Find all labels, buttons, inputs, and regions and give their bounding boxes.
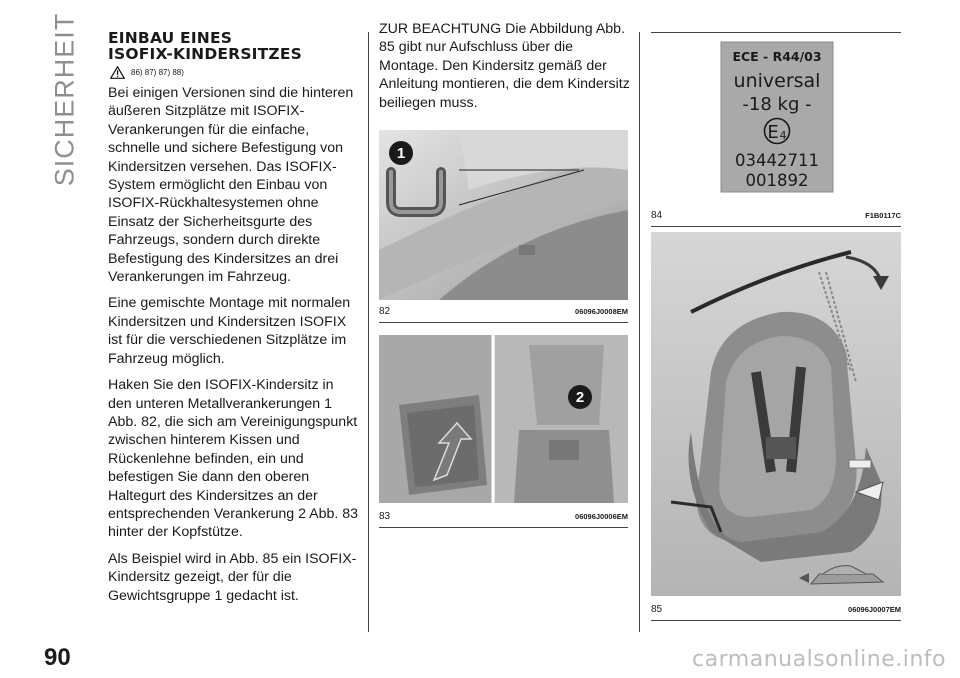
caption-rule: [379, 527, 628, 528]
car-silhouette-icon: [811, 574, 883, 584]
figure-82-isofix-anchor: [379, 130, 628, 300]
heading-line-2: ISOFIX-KINDERSITZES: [108, 45, 303, 63]
heading-line-1: EINBAU EINES: [108, 29, 233, 47]
column-divider: [639, 32, 640, 632]
body-text: [108, 84, 360, 605]
label-weight: -18 kg -: [742, 94, 812, 115]
label-serial: 001892: [745, 171, 809, 190]
figure-84-approval-label: [651, 40, 901, 204]
callout-1: 1: [396, 145, 406, 162]
figure-number: 82: [379, 306, 391, 317]
figure-code: 06096J0007EM: [848, 605, 901, 614]
side-tab-label: SICHERHEIT: [49, 12, 80, 186]
figure-84-caption: [651, 210, 901, 221]
figure-top-rule: [651, 32, 901, 33]
section-heading: [108, 30, 360, 62]
figure-number: 84: [651, 210, 663, 221]
callout-2: 2: [575, 389, 585, 406]
column-left: [108, 30, 360, 613]
paragraph: Bei einigen Versionen sind die hinteren äußeren Sitzplätze mit ISOFIX-Verankerungen für die einfache, schnelle und sichere Befestigung von Kindersitzen versehen. Das ISOFIX-System ermöglicht den Einbau von ISOFIX-Rückhaltesystemen ohne Einsatz der Sicherheitsgurte des Fahrzeugs, sondern durch direkte Befestigung des Kindersitzes an drei Verankerungen im Fahrzeug.: [108, 85, 354, 286]
figure-83-top-tether: [379, 335, 628, 503]
figure-82-caption: [379, 306, 628, 317]
figure-83-caption: [379, 511, 628, 522]
figure-number: 83: [379, 511, 391, 522]
label-approval-number: 03442711: [735, 151, 819, 170]
column-middle: [379, 20, 631, 112]
warning-reference: [110, 66, 360, 79]
e-mark-letter: E: [767, 122, 779, 143]
paragraph: Haken Sie den ISOFIX-Kindersitz in den unteren Metallverankerungen 1 Abb. 82, die sich am Vereinigungspunkt zwischen hinterem Kissen und Rückenlehne befinden, ein und befestigen Sie dann den oberen Haltegurt des Kindersitzes an der entsprechenden Verankerung 2 Abb. 83 hinter der Kopfstütze.: [108, 377, 359, 541]
warning-refs: 86) 87) 87) 88): [131, 68, 184, 77]
paragraph: Als Beispiel wird in Abb. 85 ein ISOFIX-Kindersitz gezeigt, der für die Gewichtsgruppe 1 gedacht ist.: [108, 550, 357, 604]
warning-triangle-icon: [110, 66, 125, 79]
side-tab: [49, 12, 80, 186]
figure-code: 06096J0006EM: [575, 512, 628, 521]
caption-rule: [651, 620, 901, 621]
caption-rule: [379, 322, 628, 323]
label-class: universal: [733, 70, 821, 92]
figure-number: 85: [651, 604, 663, 615]
watermark: carmanualsonline.info: [692, 647, 946, 672]
e-mark-number: 4: [779, 129, 787, 142]
page-number: 90: [44, 644, 71, 671]
note-paragraph: ZUR BEACHTUNG Die Abbildung Abb. 85 gibt nur Aufschluss über die Montage. Den Kindersitz gemäß der Anleitung montieren, die dem Kindersitz beiliegen muss.: [379, 21, 630, 111]
figure-85-caption: [651, 604, 901, 615]
caption-rule: [651, 226, 901, 227]
figure-code: F1B0117C: [865, 211, 901, 220]
figure-code: 06096J0008EM: [575, 307, 628, 316]
label-standard: ECE - R44/03: [732, 49, 822, 64]
figure-85-child-seat: [651, 232, 901, 596]
paragraph: Eine gemischte Montage mit normalen Kindersitzen und Kindersitzen ISOFIX ist für die verschiedenen Sitzplätze im Fahrzeug möglich.: [108, 295, 351, 367]
column-divider: [368, 32, 369, 632]
